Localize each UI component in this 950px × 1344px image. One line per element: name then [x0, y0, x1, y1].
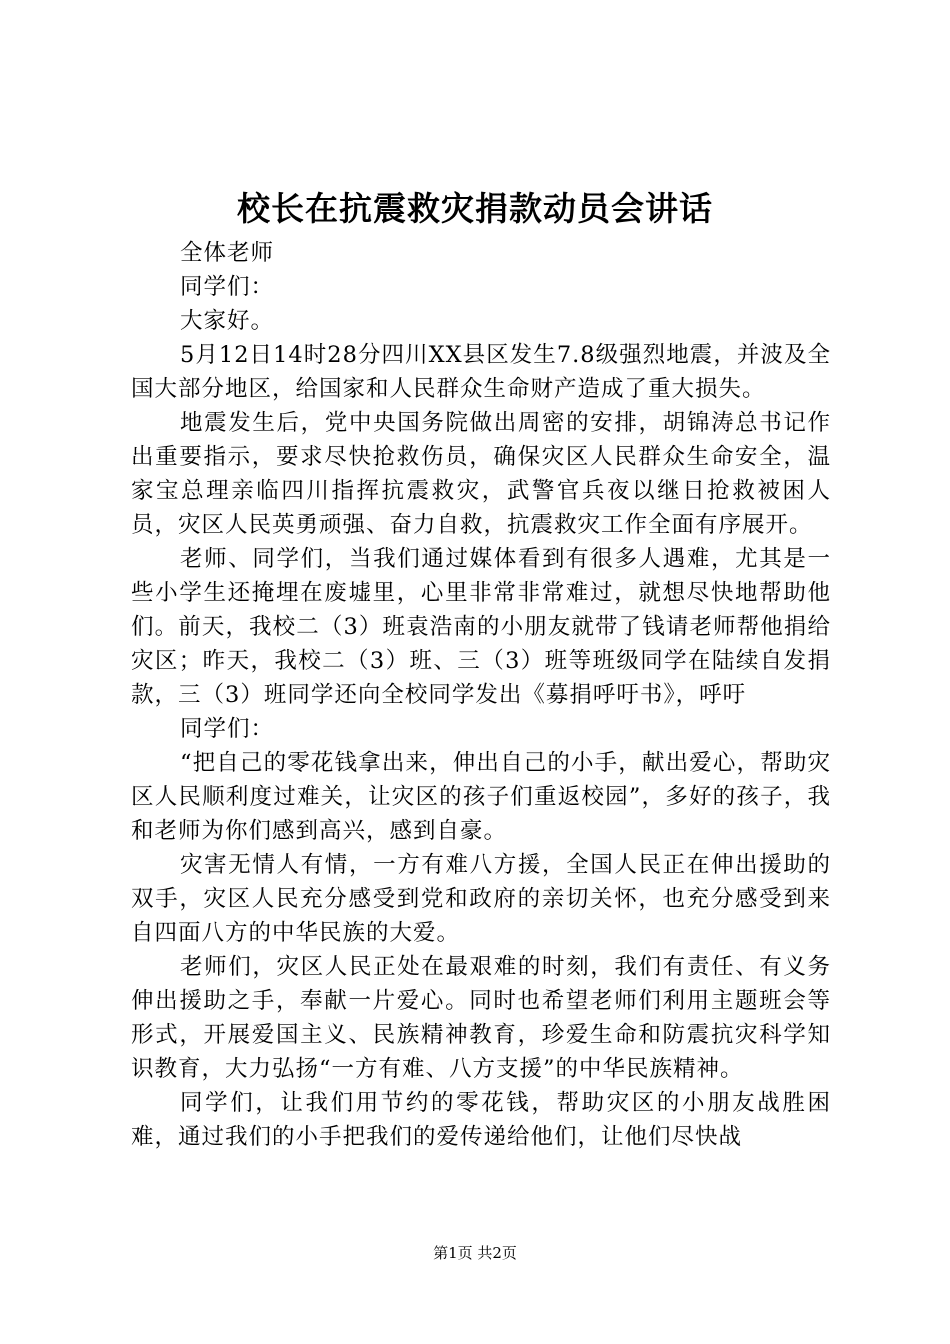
paragraph: 老师们，灾区人民正处在最艰难的时刻，我们有责任、有义务伸出援助之手，奉献一片爱心。同时也希望老师们利用主题班会等形式，开展爱国主义、民族精神教育，珍爱生命和防震抗灾科学知识教育，大力弘扬“一方有难、八方支援”的中华民族精神。	[131, 954, 831, 1082]
salutation-teachers: 全体老师	[180, 240, 275, 266]
paragraph: 老师、同学们，当我们通过媒体看到有很多人遇难，尤其是一些小学生还掩埋在废墟里，心里非常非常难过，就想尽快地帮助他们。前天，我校二（3）班袁浩南的小朋友就带了钱请老师帮他捐给灾区；昨天，我校二（3）班、三（3）班等班级同学在陆续自发捐款，三（3）班同学还向全校同学发出《募捐呼吁书》，呼吁	[131, 546, 831, 708]
paragraph: “把自己的零花钱拿出来，伸出自己的小手，献出爱心，帮助灾区人民顺利度过难关，让灾区的孩子们重返校园”，多好的孩子，我和老师为你们感到高兴，感到自豪。	[131, 750, 831, 844]
page-footer: 第1页 共2页	[433, 1244, 517, 1262]
paragraph: 地震发生后，党中央国务院做出周密的安排，胡锦涛总书记作出重要指示，要求尽快抢救伤员，确保灾区人民群众生命安全，温家宝总理亲临四川指挥抗震救灾，武警官兵夜以继日抢救被困人员，灾区人民英勇顽强、奋力自救，抗震救灾工作全面有序展开。	[131, 410, 831, 538]
paragraph: 同学们，让我们用节约的零花钱，帮助灾区的小朋友战胜困难，通过我们的小手把我们的爱传递给他们，让他们尽快战	[131, 1090, 831, 1150]
paragraph: 同学们：	[180, 716, 275, 742]
salutation-students: 同学们：	[180, 274, 275, 300]
paragraph: 5月12日14时28分四川XX县区发生7.8级强烈地震，并波及全国大部分地区，给国家和人民群众生命财产造成了重大损失。	[131, 342, 831, 402]
greeting: 大家好。	[180, 308, 275, 334]
document-title: 校长在抗震救灾捐款动员会讲话	[237, 189, 713, 228]
document-body	[131, 236, 831, 1154]
paragraph: 灾害无情人有情，一方有难八方援，全国人民正在伸出援助的双手，灾区人民充分感受到党和政府的亲切关怀，也充分感受到来自四面八方的中华民族的大爱。	[131, 852, 831, 946]
